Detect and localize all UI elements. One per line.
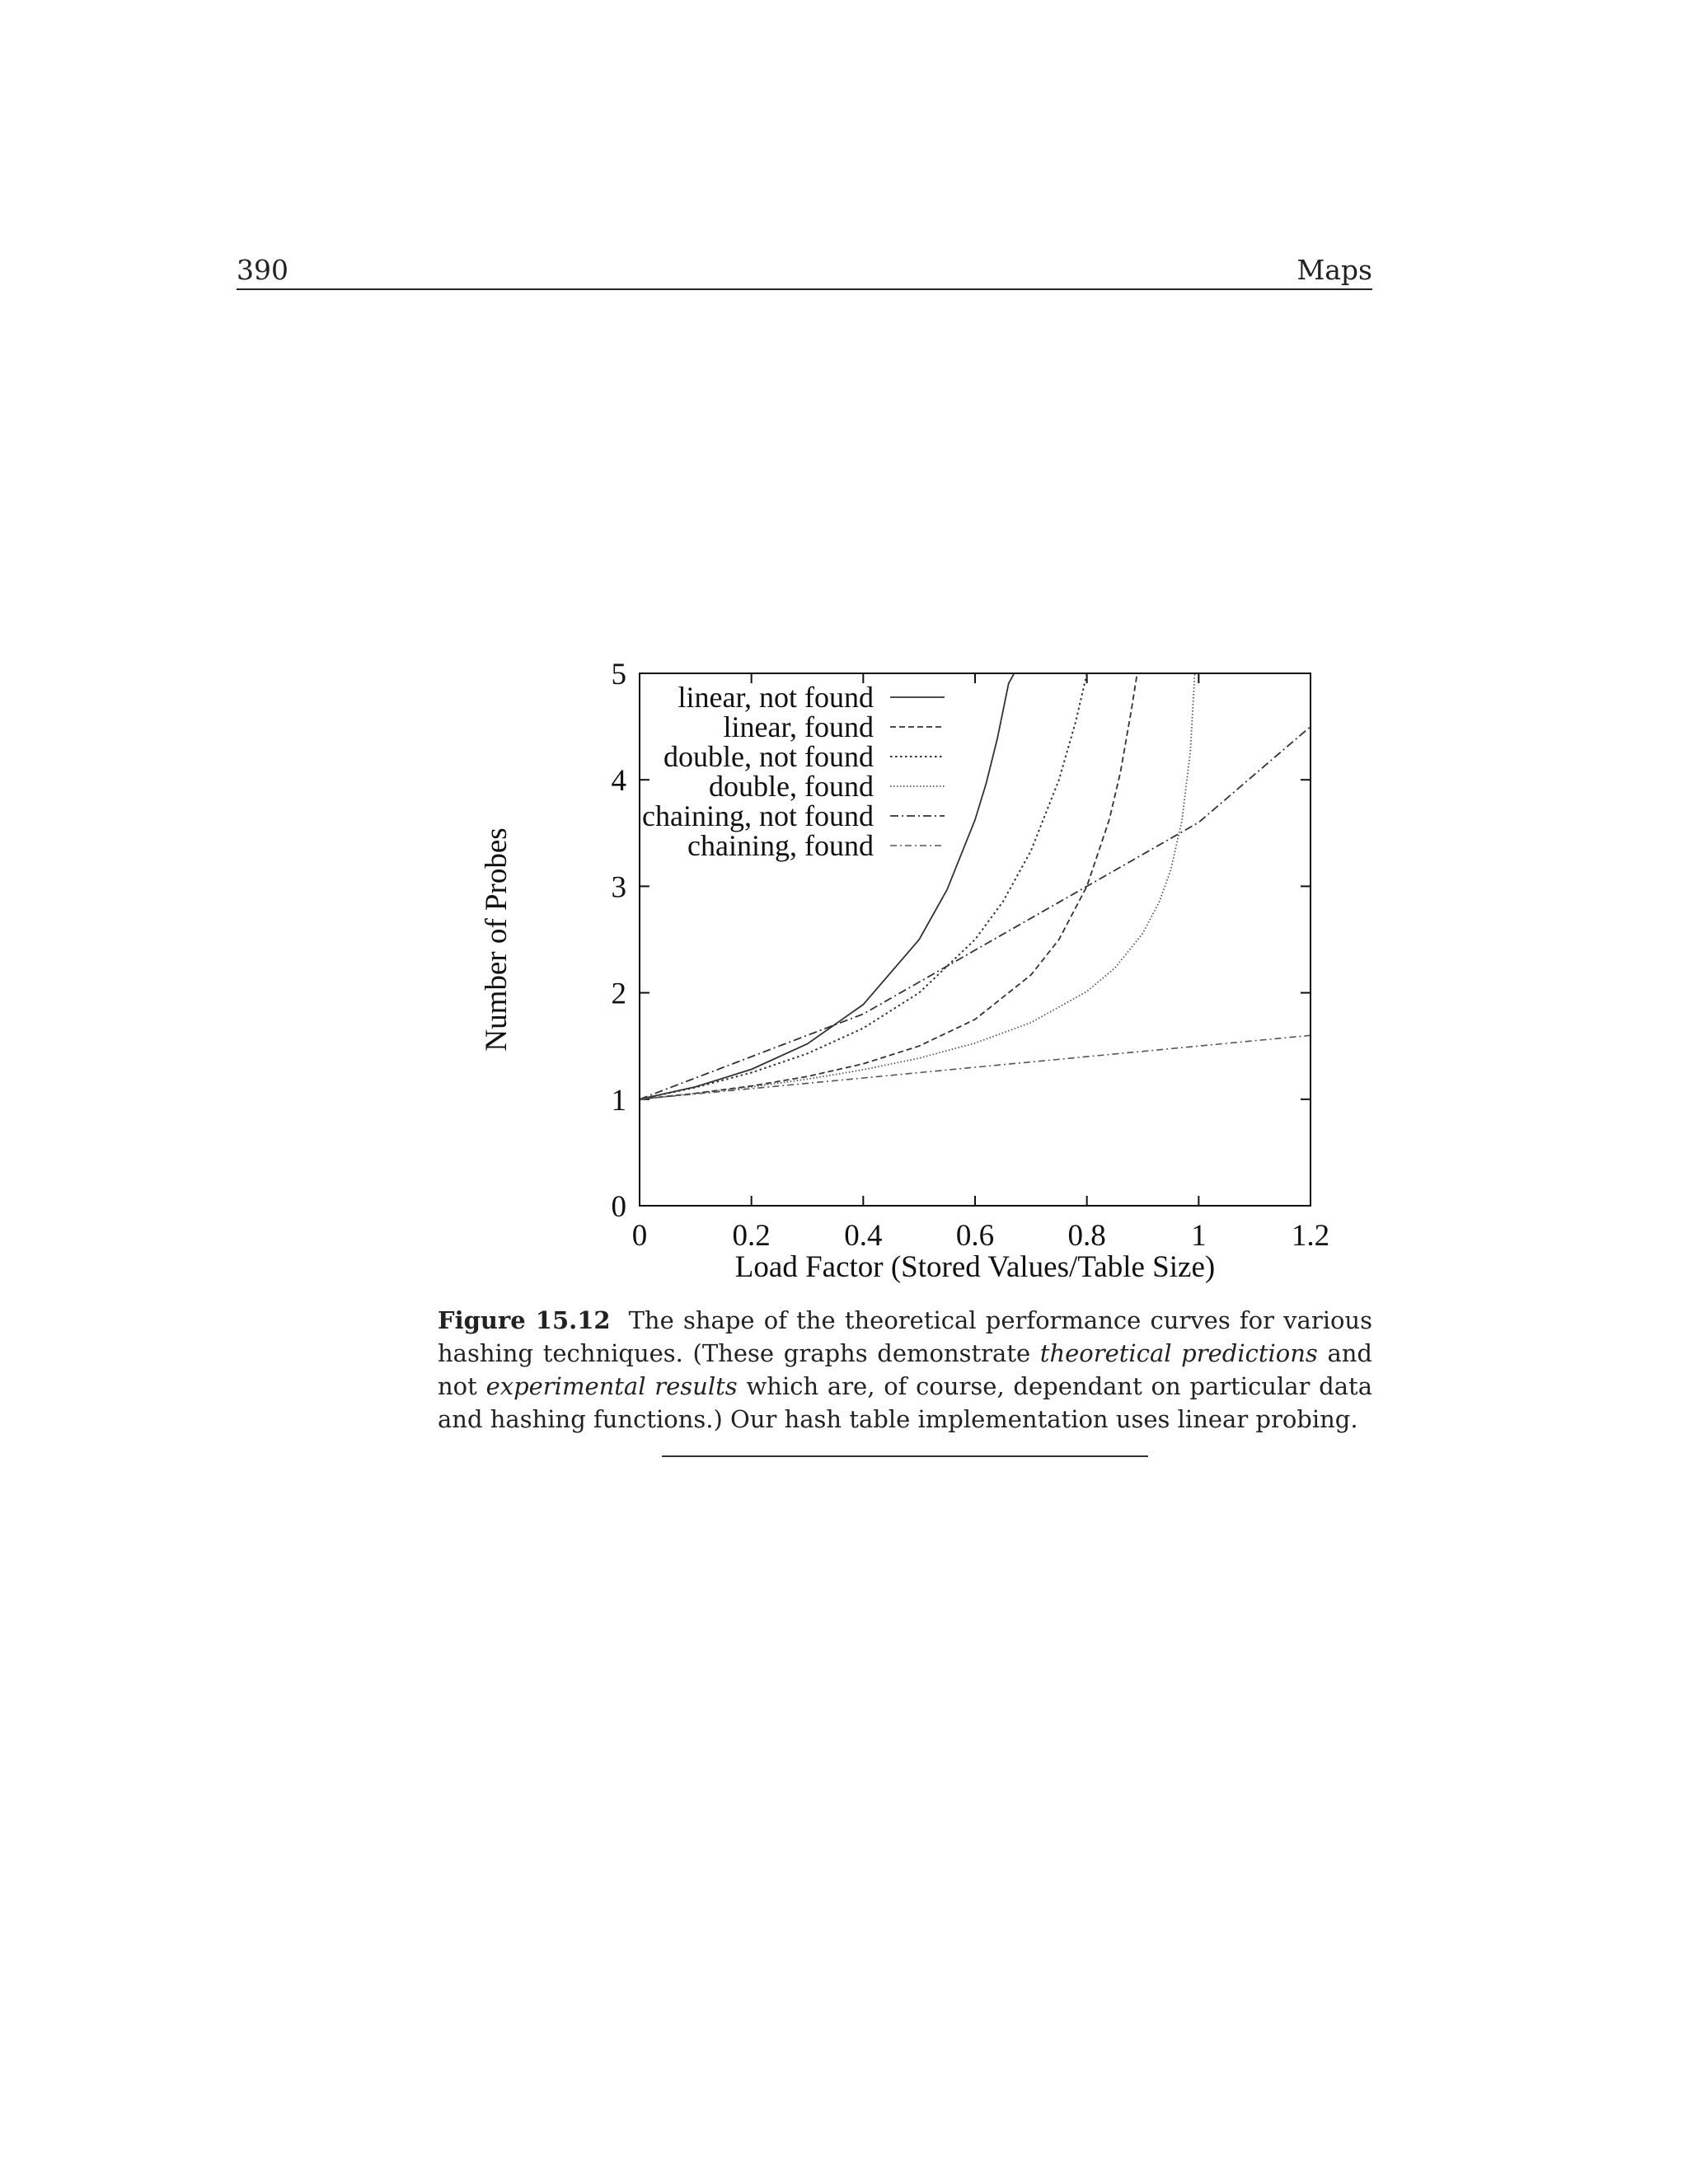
x-tick-label: 1 [1191,1219,1207,1253]
y-tick-label: 2 [611,977,626,1011]
x-tick-label: 1.2 [1291,1219,1330,1253]
caption-text-2: and not [438,1339,1372,1400]
x-axis-label: Load Factor (Stored Values/Table Size) [734,1250,1216,1284]
y-axis-label: Number of Probes [480,827,513,1052]
y-tick-label: 0 [611,1190,626,1224]
y-tick-label: 1 [611,1083,626,1118]
caption-emphasis-2: experimental results [485,1372,738,1400]
legend-label: linear, found [723,710,874,743]
series-line-6 [640,1035,1311,1099]
page-number: 390 [237,254,288,286]
x-tick-label: 0 [631,1219,648,1253]
caption-text-3: which are, of course, dependant on particular data and hashing functions.) Our hash table implementation uses linear probing. [438,1372,1372,1433]
legend-label: double, not found [663,740,874,773]
x-tick-label: 0.2 [732,1219,771,1253]
legend-label: linear, not found [678,681,874,714]
figure-number: Figure 15.12 [438,1306,611,1334]
legend-label: double, found [709,770,874,803]
chapter-title: Maps [1296,254,1372,286]
legend-label: chaining, found [687,829,874,862]
figure-caption [438,1304,1372,1436]
y-tick-label: 4 [611,764,626,799]
y-tick-label: 3 [611,870,626,905]
x-tick-label: 0.8 [1067,1219,1106,1253]
y-tick-label: 5 [611,658,626,691]
caption-emphasis-1: theoretical predictions [1039,1339,1318,1367]
series-line-2 [640,673,1137,1099]
x-tick-label: 0.4 [844,1219,883,1253]
caption-text-1: The shape of the theoretical performance curves for various hashing techniques. (These graphs demonstrate [438,1306,1372,1367]
legend-label: chaining, not found [642,799,874,832]
x-tick-label: 0.6 [955,1219,995,1253]
caption-end-rule [662,1455,1148,1457]
